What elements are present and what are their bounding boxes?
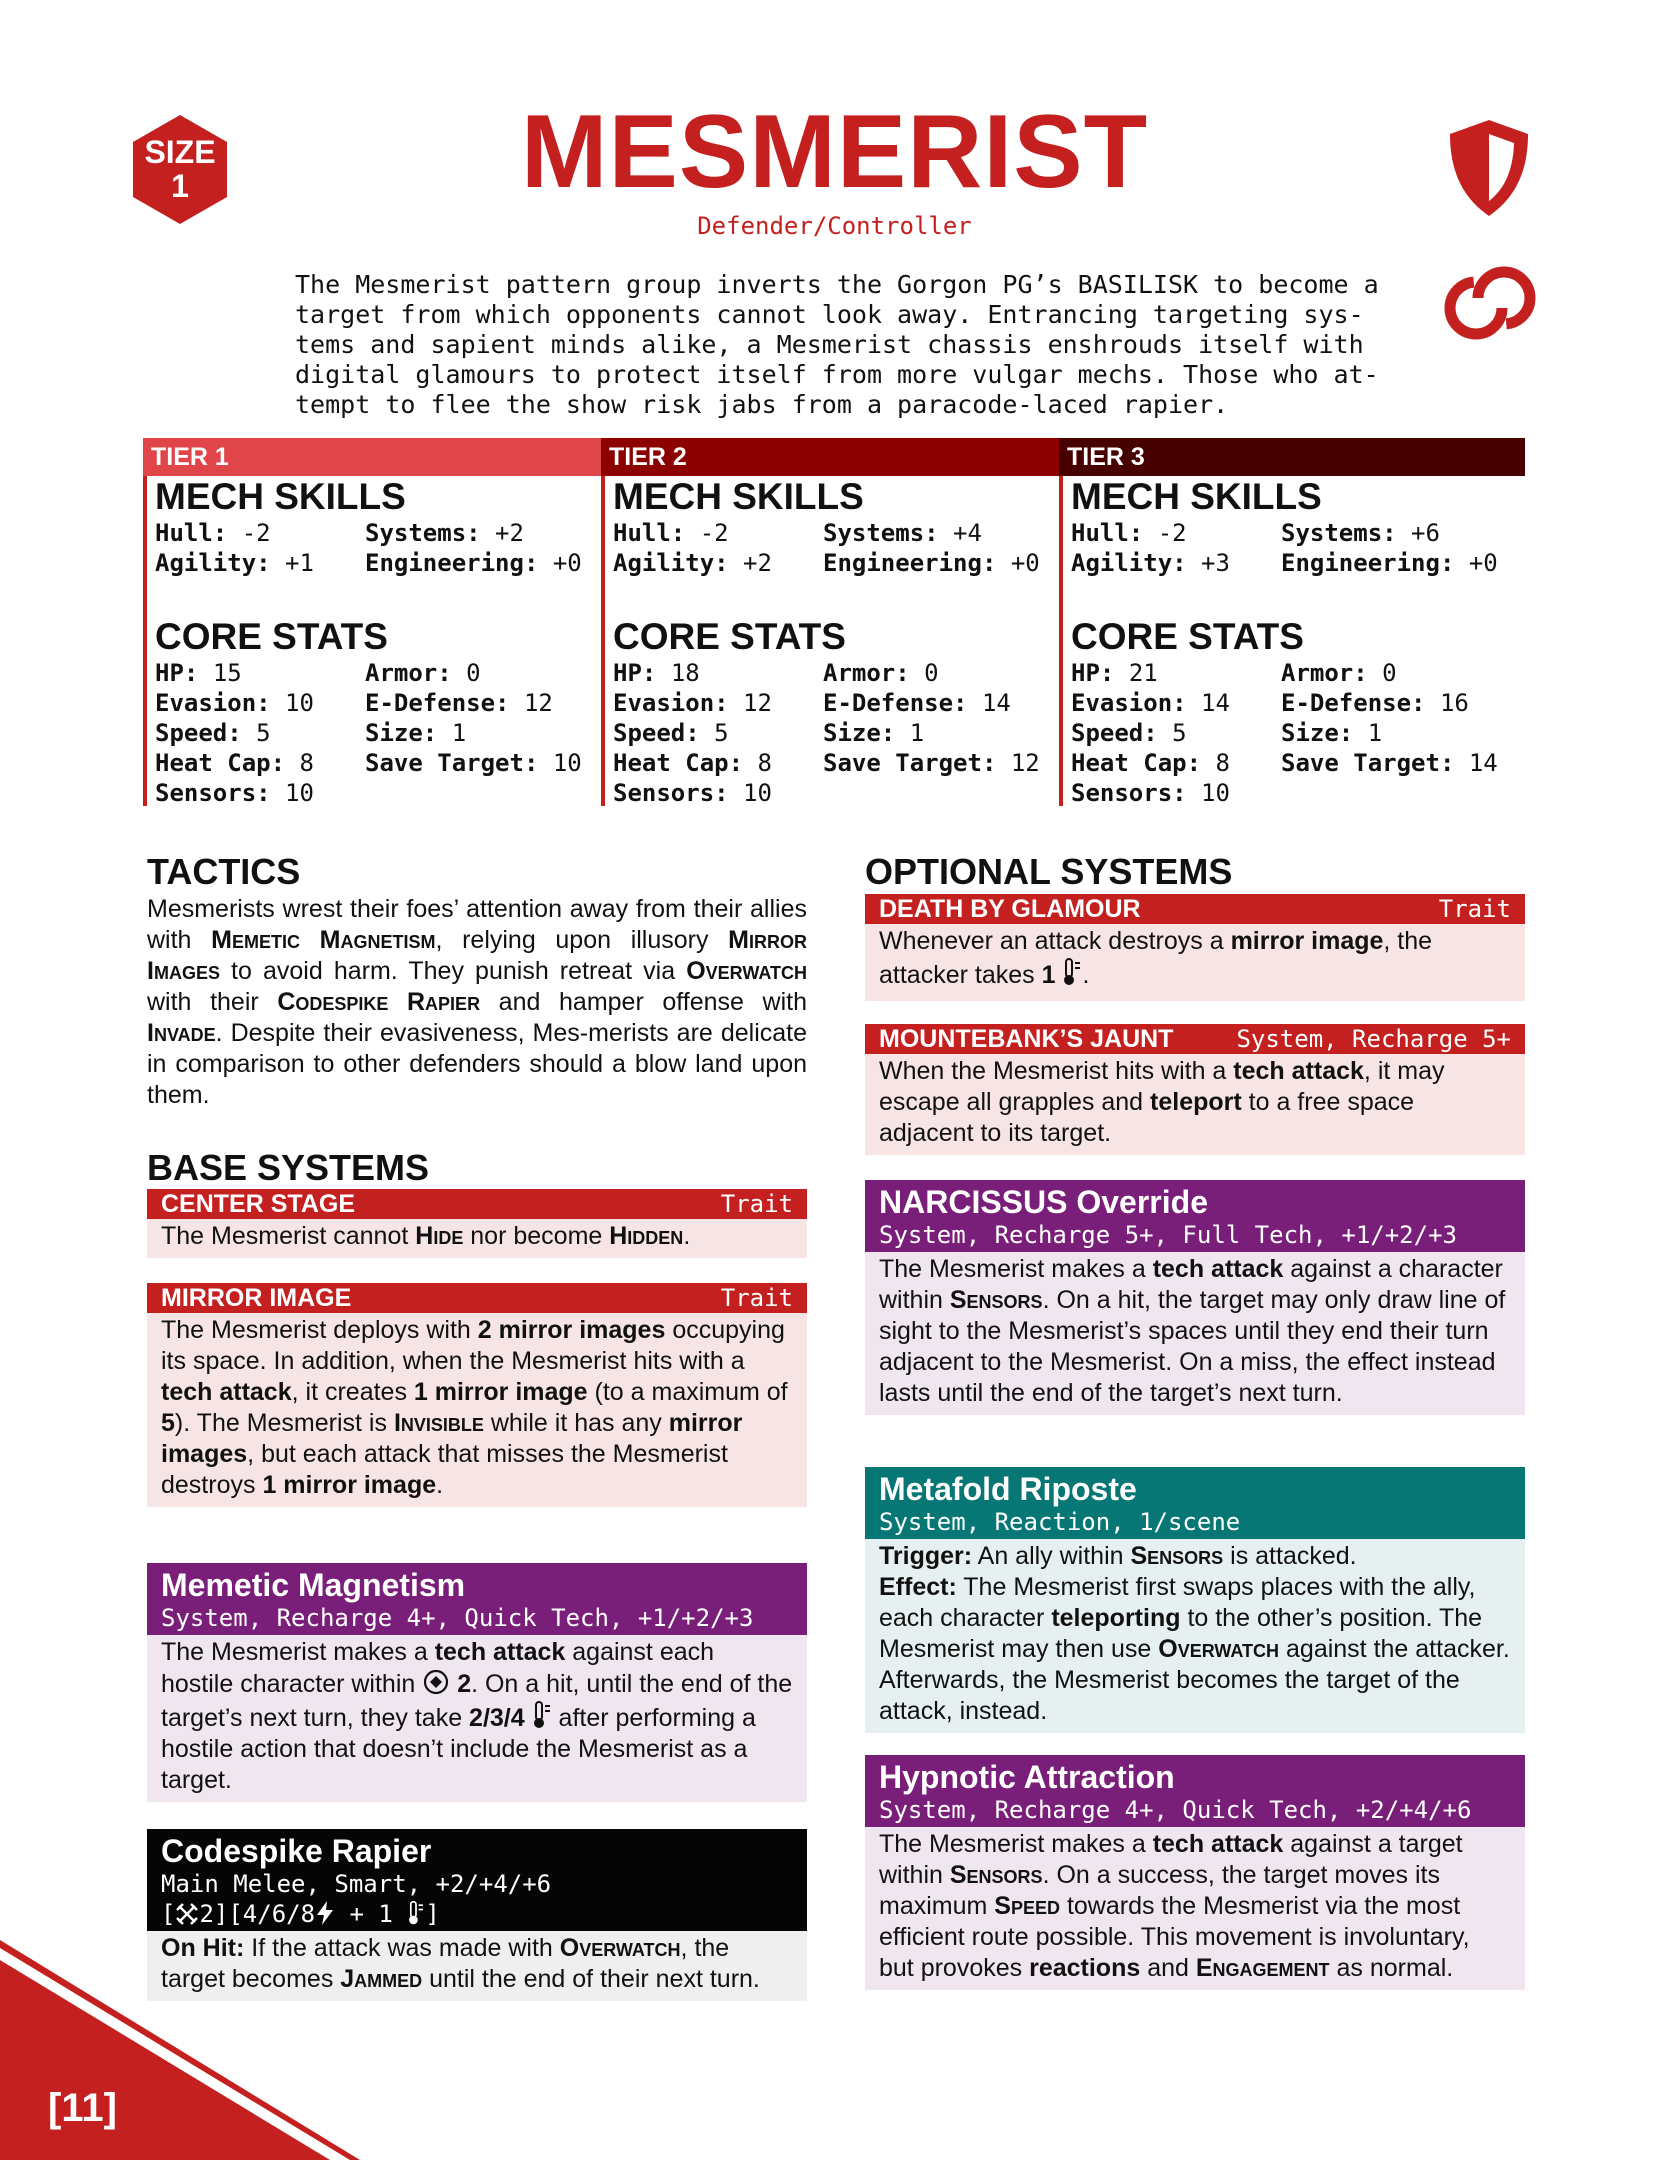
tier-2-stats: HP: 18 Armor: 0 Evasion: 12 E-Defense: 14 Speed: 5 Size: 1 Heat Cap: 8 Save Target: 12 Sensors: 10 [613,659,1040,807]
mountebanks-jaunt-header: MOUNTEBANK’S JAUNT System, Recharge 5+ [865,1024,1525,1054]
memetic-magnetism-header: Memetic Magnetism System, Recharge 4+, Quick Tech, +1/+2/+3 [147,1563,807,1635]
tier-2-skills-heading: MECH SKILLS [613,476,864,517]
tier-3-block [1059,476,1525,806]
death-by-glamour-body: Whenever an attack destroys a mirror image, the attacker takes 1 . [865,924,1525,1001]
center-stage-body: The Mesmerist cannot Hide nor become Hidden. [147,1219,807,1258]
mountebanks-jaunt-card [865,1024,1525,1155]
optional-systems-heading: OPTIONAL SYSTEMS [865,851,1233,892]
tier-3-skills: Hull: -2 Systems: +6 Agility: +3 Engineering: +0 [1071,519,1498,577]
controller-link-icon [1440,258,1540,348]
tactics-paragraph: Mesmerists wrest their foes’ attention away from their allies with Memetic Magnetism, relying upon illusory Mirror Images to avoid harm. They punish retreat via Overwatch with their Codespike Rapier and hamper offense with Invade. Despite their evasiveness, Mes-merists are delicate in comparison to other defenders should a blow land upon them. [147,895,808,1109]
mountebanks-jaunt-body: When the Mesmerist hits with a tech attack, it may escape all grapples and teleport to a free space adjacent to its target. [865,1054,1525,1155]
tier-1-block [143,476,601,806]
tier-2-skills: Hull: -2 Systems: +4 Agility: +2 Engineering: +0 [613,519,1040,577]
tier-2-block [601,476,1059,806]
metafold-riposte-header: Metafold Riposte System, Reaction, 1/scene [865,1467,1525,1539]
tier-1-skills-heading: MECH SKILLS [155,476,406,517]
memetic-magnetism-body: The Mesmerist makes a tech attack against each hostile character within 2. On a hit, until the end of the target’s next turn, they take 2/3/4 after performing a hostile action that doesn’t include the Mesmerist as a target. [147,1635,807,1802]
codespike-rapier-card [147,1829,807,2001]
hypnotic-attraction-header: Hypnotic Attraction System, Recharge 4+, Quick Tech, +2/+4/+6 [865,1755,1525,1827]
tier-2-header: TIER 2 [601,438,1059,476]
base-systems-heading: BASE SYSTEMS [147,1147,430,1188]
mirror-image-header: MIRROR IMAGE Trait [147,1283,807,1313]
heat-icon [1062,957,1082,987]
page-subtitle: Defender/Controller [697,212,972,240]
narcissus-override-card [865,1180,1525,1415]
memetic-magnetism-card [147,1563,807,1802]
page-number: [11] [48,2086,117,2130]
defender-shield-icon [1448,118,1530,218]
metafold-riposte-effect: Effect: The Mesmerist first swaps places with the ally, each character teleporting to the other’s position. The Mesmerist may then use Overwatch against the attacker. Afterwards, the Mesmerist becomes the target of the attack, instead. [879,1573,1510,1725]
mirror-image-card [147,1283,807,1507]
tier-1-skills: Hull: -2 Systems: +2 Agility: +1 Engineering: +0 [155,519,582,577]
mirror-image-body: The Mesmerist deploys with 2 mirror images occupying its space. In addition, when the Mesmerist hits with a tech attack, it creates 1 mirror image (to a maximum of 5). The Mesmerist is Invisible while it has any mirror images, but each attack that misses the Mesmerist destroys 1 mirror image. [147,1313,807,1507]
tier-2-stats-heading: CORE STATS [613,616,846,657]
metafold-riposte-body [865,1539,1525,1733]
death-by-glamour-header: DEATH BY GLAMOUR Trait [865,894,1525,924]
hypnotic-attraction-body: The Mesmerist makes a tech attack against a target within Sensors. On a success, the target moves its maximum Speed towards the Mesmerist via the most efficient route possible. This movement is involuntary, but provokes reactions and Engagement as normal. [865,1827,1525,1990]
heat-icon [532,1700,552,1730]
tier-3-stats-heading: CORE STATS [1071,616,1304,657]
energy-icon [315,1900,335,1926]
tier-3-header: TIER 3 [1059,438,1525,476]
tactics-heading: TACTICS [147,851,301,892]
codespike-rapier-damage: [ 2][4/6/8 + 1 ] [161,1900,440,1928]
tier-1-header: TIER 1 [143,438,601,476]
tier-3-skills-heading: MECH SKILLS [1071,476,1322,517]
tier-1-stats: HP: 15 Armor: 0 Evasion: 10 E-Defense: 12 Speed: 5 Size: 1 Heat Cap: 8 Save Target: 10 Sensors: 10 [155,659,582,807]
codespike-rapier-body: On Hit: If the attack was made with Overwatch, the target becomes Jammed until the end of their next turn. [147,1931,807,2001]
heat-icon [407,1900,425,1926]
threat-icon [175,1902,199,1926]
narcissus-override-body: The Mesmerist makes a tech attack against a character within Sensors. On a hit, the target may only draw line of sight to the Mesmerist’s spaces until they end their turn adjacent to the Mesmerist. On a miss, the effect instead lasts until the end of the target’s next turn. [865,1252,1525,1415]
center-stage-header: CENTER STAGE Trait [147,1189,807,1219]
intro-paragraph: The Mesmerist pattern group inverts the Gorgon PG’s BASILISK to become a target from which opponents cannot look away. Entrancing targeting sys-tems and sapient minds alike, a Mesmerist chassis enshrouds itself with digital glamours to protect itself from more vulgar mechs. Those who at-tempt to flee the show risk jabs from a paracode-laced rapier. [295,270,1379,419]
codespike-rapier-header: Codespike Rapier Main Melee, Smart, +2/+4/+6 [ 2][4/6/8 + 1 ] [147,1829,807,1931]
page-title: MESMERIST [520,94,1149,210]
death-by-glamour-card [865,894,1525,1001]
metafold-riposte-card [865,1467,1525,1733]
size-label: SIZE [144,134,216,170]
hypnotic-attraction-card [865,1755,1525,1990]
burst-icon [422,1668,450,1696]
tier-1-stats-heading: CORE STATS [155,616,388,657]
tier-3-stats: HP: 21 Armor: 0 Evasion: 14 E-Defense: 16 Speed: 5 Size: 1 Heat Cap: 8 Save Target: 14 Sensors: 10 [1071,659,1498,807]
center-stage-card [147,1189,807,1258]
metafold-riposte-trigger: Trigger: An ally within Sensors is attacked. [879,1542,1357,1570]
size-value: 1 [171,168,189,204]
narcissus-override-header: NARCISSUS Override System, Recharge 5+, Full Tech, +1/+2/+3 [865,1180,1525,1252]
